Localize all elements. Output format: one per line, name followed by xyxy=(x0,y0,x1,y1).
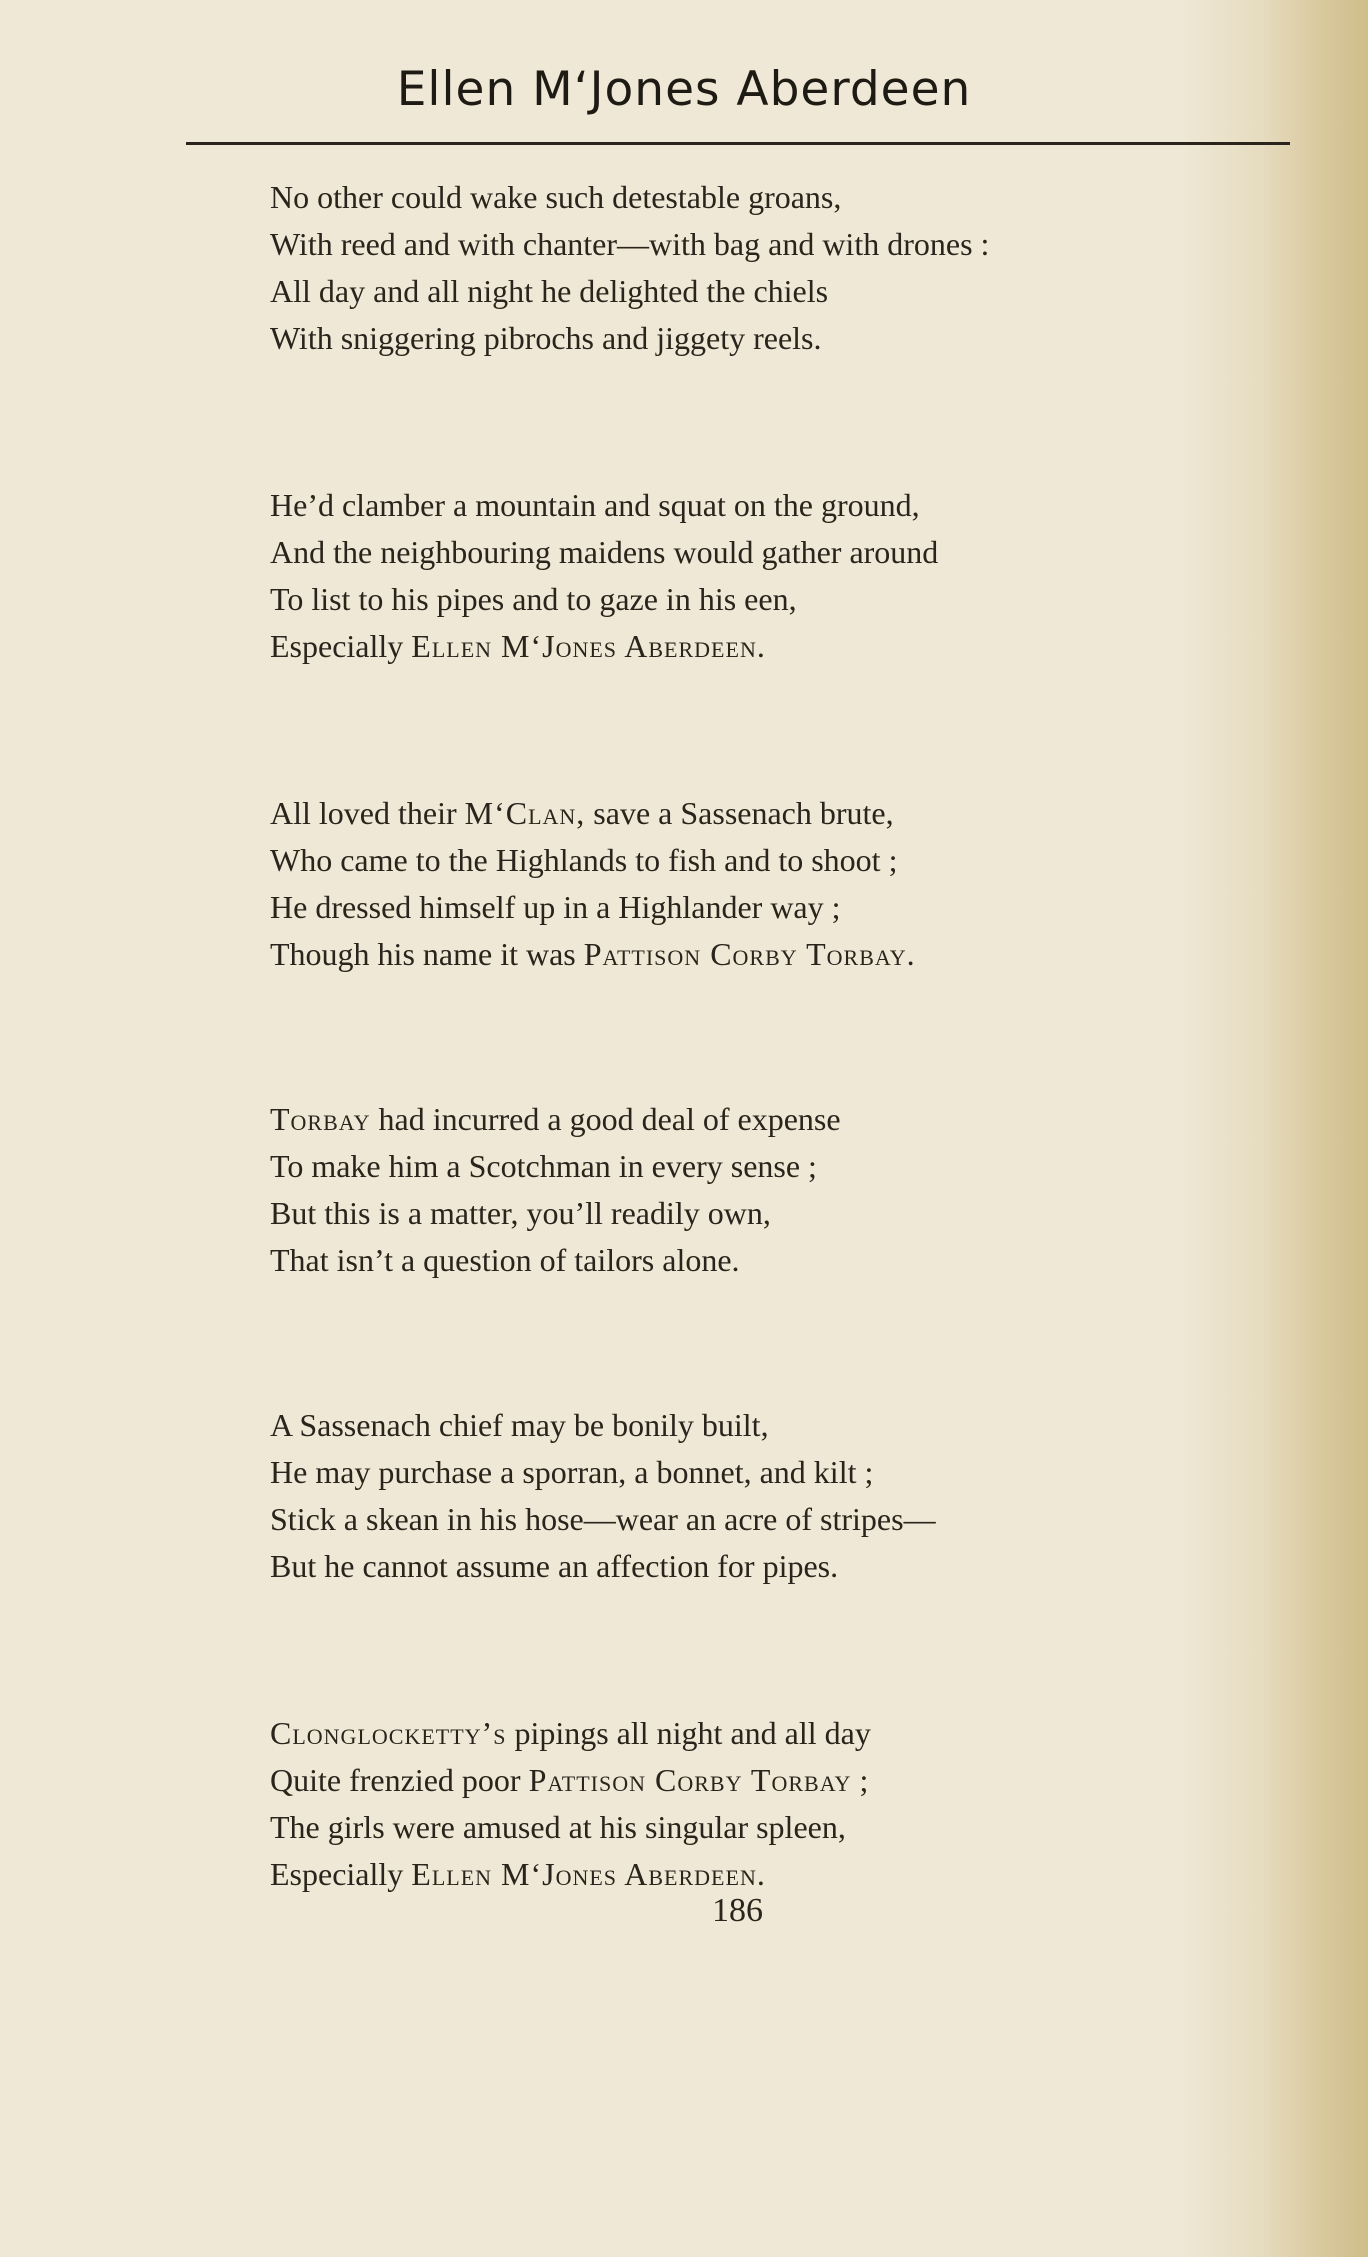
verse-text: Especially xyxy=(270,1856,412,1892)
verse-text: save a Sassenach brute, xyxy=(585,795,894,831)
stanza-5 xyxy=(270,1402,1310,1590)
verse-line xyxy=(270,623,1310,670)
header-rule xyxy=(186,142,1290,145)
verse-line: But this is a matter, you’ll readily own, xyxy=(270,1195,771,1231)
verse-line: No other could wake such detestable groans, xyxy=(270,179,842,215)
stanza-4 xyxy=(270,1096,1310,1284)
verse-line: He dressed himself up in a Highlander way ; xyxy=(270,889,841,925)
verse-line: All day and all night he delighted the chiels xyxy=(270,273,829,309)
verse-text: had incurred a good deal of expense xyxy=(370,1101,841,1137)
stanza-3 xyxy=(270,790,1310,978)
verse-line xyxy=(270,1096,1310,1143)
verse-line: Stick a skean in his hose—wear an acre of stripes— xyxy=(270,1501,936,1537)
verse-line: That isn’t a question of tailors alone. xyxy=(270,1242,740,1278)
verse-text: Quite frenzied poor xyxy=(270,1762,529,1798)
verse-text: pipings all night and all day xyxy=(506,1715,871,1751)
name-small-caps: M‘Clan, xyxy=(464,795,586,831)
name-small-caps: Ellen M‘Jones Aberdeen. xyxy=(411,628,766,664)
stanza-6 xyxy=(270,1710,1310,1898)
verse-line: A Sassenach chief may be bonily built, xyxy=(270,1407,769,1443)
name-small-caps: Pattison Corby Torbay. xyxy=(583,936,916,972)
verse-line: To list to his pipes and to gaze in his een, xyxy=(270,581,797,617)
verse-line: He’d clamber a mountain and squat on the ground, xyxy=(270,487,920,523)
name-small-caps: Pattison Corby Torbay xyxy=(528,1762,852,1798)
verse-text: All loved their xyxy=(270,795,465,831)
verse-text: Though his name it was xyxy=(270,936,584,972)
verse-line xyxy=(270,790,1310,837)
verse-text: ; xyxy=(851,1762,869,1798)
page-number: 186 xyxy=(712,1892,763,1929)
verse-line: He may purchase a sporran, a bonnet, and kilt ; xyxy=(270,1454,874,1490)
verse-line: To make him a Scotchman in every sense ; xyxy=(270,1148,817,1184)
running-header: Ellen M‘Jones Aberdeen xyxy=(396,62,972,117)
name-small-caps: Torbay xyxy=(270,1101,371,1137)
stanza-1 xyxy=(270,174,1310,362)
verse-line: But he cannot assume an affection for pipes. xyxy=(270,1548,839,1584)
verse-line: Who came to the Highlands to fish and to shoot ; xyxy=(270,842,898,878)
verse-line: And the neighbouring maidens would gather around xyxy=(270,534,939,570)
verse-text: Especially xyxy=(270,628,412,664)
verse-line: With reed and with chanter—with bag and with drones : xyxy=(270,226,990,262)
verse-line: The girls were amused at his singular spleen, xyxy=(270,1809,846,1845)
verse-line xyxy=(270,1757,1310,1804)
verse-line xyxy=(270,931,1310,978)
verse-line: With sniggering pibrochs and jiggety reels. xyxy=(270,320,822,356)
name-small-caps: Ellen M‘Jones Aberdeen. xyxy=(411,1856,766,1892)
name-small-caps: Clonglocketty’s xyxy=(270,1715,507,1751)
stanza-2 xyxy=(270,482,1310,670)
verse-line xyxy=(270,1851,1310,1898)
verse-line xyxy=(270,1710,1310,1757)
